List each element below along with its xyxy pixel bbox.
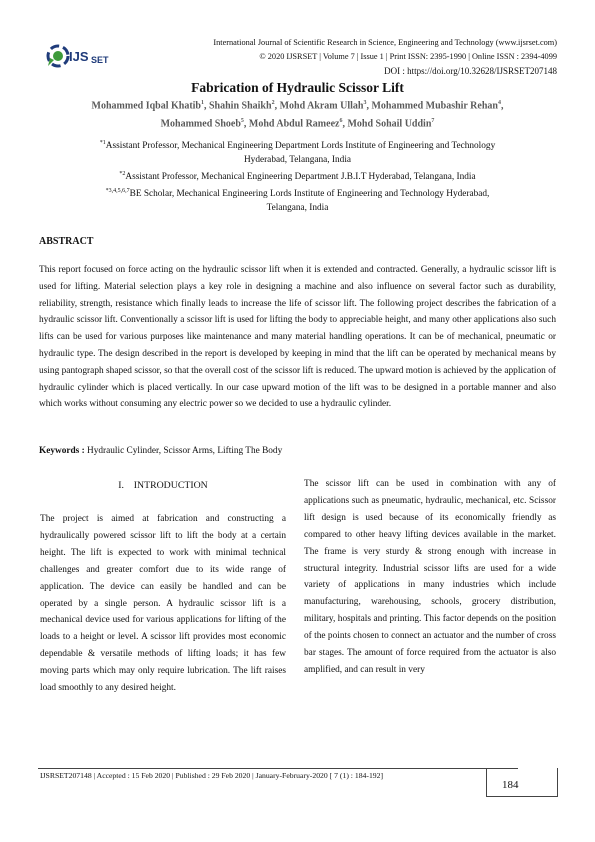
journal-logo: [44, 36, 116, 78]
author-sup: 2: [271, 100, 275, 106]
author-sup: 7: [431, 118, 435, 124]
logo-text: IJS: [69, 49, 89, 64]
author-name: Shahin Shaikh: [209, 100, 272, 112]
author-sup: 4: [497, 100, 501, 106]
author-sup: 5: [240, 118, 244, 124]
doi-line[interactable]: DOI : https://doi.org/10.32628/IJSRSET207148: [384, 66, 557, 76]
introduction-left-column: The project is aimed at fabrication and constructing a hydraulically powered scissor lift to lift the body at a certain height. The lift is expected to work with minimal technical challenges and greater comfort due to its wide range of application. The device can easily be handled and can be operated by a single person. A hydraulic scissor lift is a mechanical device used for various applications for lifting of the loads to a height or level. A scissor lift provides most economic dependable & versatile methods of lifting loads; it has few moving parts which may only require lubrication. The lift raises load smoothly to any desired height.: [40, 514, 286, 694]
footer-rule: [38, 768, 518, 769]
abstract-heading: ABSTRACT: [39, 236, 94, 247]
affiliation-text: Hyderabad, Telangana, India: [243, 155, 352, 166]
affiliation-text: BE Scholar, Mechanical Engineering Lords Institute of Engineering and Technology Hyderabad,: [129, 189, 490, 200]
affiliation-sup: *2: [119, 171, 126, 177]
keywords-text: Hydraulic Cylinder, Scissor Arms, Lifting The Body: [84, 446, 283, 456]
affiliation-sup: *3,4,5,6,7: [105, 188, 130, 194]
authors-line-1: Mohammed Iqbal Khatib$^1$, Shahin Shaikh$^2$, Mohd Akram Ullah$^3$, Mohammed Mubashir Rehan$^4$,: [91, 100, 504, 112]
affiliation-2: [40, 167, 555, 184]
affiliation-1: [40, 136, 555, 167]
affiliation-sup: *1: [99, 140, 106, 146]
affiliation-text: Assistant Professor, Mechanical Engineering Department J.B.I.T Hyderabad, Telangana, India: [125, 172, 476, 183]
footer-text: IJSRSET207148 | Accepted : 15 Feb 2020 | Published : 29 Feb 2020 | January-February-2020 [ 7 (1) : 184-192]: [40, 771, 384, 780]
keywords-label: Keywords :: [39, 446, 85, 456]
paper-title: Fabrication of Hydraulic Scissor Lift: [191, 80, 404, 95]
page-number-box: [486, 768, 558, 797]
author-sup: 1: [201, 100, 204, 106]
section-heading-introduction: I. INTRODUCTION: [118, 480, 208, 491]
author-name: Mohammed Shoeb: [160, 118, 241, 130]
abstract-body: This report focused on force acting on the hydraulic scissor lift when it is extended and contracted. Generally, a hydraulic scissor lift is used for lifting. Material selection plays a key role in designing a machine and also influence on several factor such as durability, reliability, strength, resistance which finally leads to increase the life of scissor lift. The following project describes the fabrication of a hydraulic scissor lift. Conventionally a scissor lift is used for lifting the body to appreciable height, and many other applications also such lifts can be used for various purposes like maintenance and many material handling operations. It can be of mechanical, pneumatic or hydraulic type. The design described in the report is developed by keeping in mind that the lift can be operated by mechanical means by using pantograph shaped scissor, so that the overall cost of the scissor lift is reduced. The upward motion is achieved by the application of hydraulic cylinder which is placed vertically. In our case upward motion of the lift was to be designed in a portable manner and also which works without consuming any electric power so we decided to use a hydraulic cylinder.: [39, 265, 556, 410]
author-name: Mohd Akram Ullah: [279, 100, 364, 112]
author-name: Mohammed Iqbal Khatib: [91, 100, 201, 112]
author-name: Mohammed Mubashir Rehan: [371, 100, 498, 112]
journal-name-line: International Journal of Scientific Research in Science, Engineering and Technology (www.ijsrset.com): [213, 38, 557, 47]
issn-line: © 2020 IJSRSET | Volume 7 | Issue 1 | Print ISSN: 2395-1990 | Online ISSN : 2394-4099: [259, 52, 557, 61]
logo-sub-text: SET: [91, 55, 109, 65]
authors-line-2: Mohammed Shoeb$^5$, Mohd Abdul Rameez$^6$, Mohd Sohail Uddin$^7$: [160, 118, 435, 130]
affiliation-text: Assistant Professor, Mechanical Engineering Department Lords Institute of Engineering and Technology: [105, 141, 496, 152]
author-name: Mohd Abdul Rameez: [248, 118, 340, 130]
author-name: Mohd Sohail Uddin: [347, 118, 432, 130]
keywords: [39, 446, 282, 456]
affiliation-3: [40, 184, 555, 215]
author-sup: 6: [339, 118, 343, 124]
introduction-right-column: The scissor lift can be used in combination with any of applications such as pneumatic, hydraulic, mechanical, etc. Scissor lift design is used because of its economically friendly as compared to other heavy lifting devices available in the market. The frame is very sturdy & strong enough with increase in structural integrity. Industrial scissor lifts are used for a wide variety of applications in many industries which include manufacturing, warehousing, schools, grocery distribution, military, hospitals and printing. This factor depends on the position of the points chosen to connect an actuator and the number of cross bar stages. The amount of force required from the actuator is also amplified, and can result in very: [304, 479, 556, 675]
author-sup: 3: [363, 100, 367, 106]
page-number: 184: [502, 779, 519, 791]
affiliation-text: Telangana, India: [266, 203, 329, 214]
